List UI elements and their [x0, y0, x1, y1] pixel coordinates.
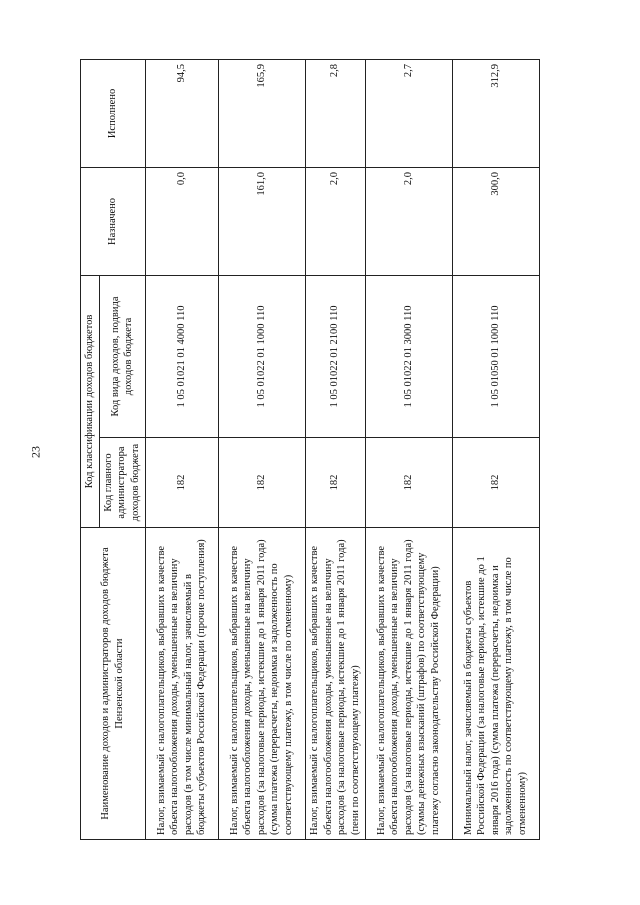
row-assigned: 161,0	[218, 167, 305, 275]
budget-income-table	[80, 59, 540, 840]
header-income-code: Код вида доходов, подвида доходов бюджета	[99, 275, 145, 437]
row-income-code: 1 05 01022 01 2100 110	[305, 275, 365, 437]
table-row	[145, 59, 218, 839]
table-row	[218, 59, 305, 839]
row-name: Минимальный налог, зачисляемый в бюджеты субъектов Российской Федерации (за налоговые периоды, истекшие до 1 января 2016 года) (сумма платежа (перерасчеты, недоимка и задолженность по соответствующему платежу, в том числе по отмененному)	[452, 528, 539, 840]
row-name: Налог, взимаемый с налогоплательщиков, выбравших в качестве объекта налогообложения доходы, уменьшенные на величину расходов (за налоговые периоды, истекшие до 1 января 2011 года) (сумма платежа (перерасчеты, недоимка и задолженность по соответствующему платежу, в том числе по отмененному)	[218, 528, 305, 840]
row-income-code: 1 05 01050 01 1000 110	[452, 275, 539, 437]
row-assigned: 300,0	[452, 167, 539, 275]
row-name: Налог, взимаемый с налогоплательщиков, выбравших в качестве объекта налогообложения доходы, уменьшенные на величину расходов (за налоговые периоды, истекшие до 1 января 2011 года) (пени по соответствующему платежу)	[305, 528, 365, 840]
row-name: Налог, взимаемый с налогоплательщиков, выбравших в качестве объекта налогообложения доходы, уменьшенные на величину расходов (в том числе минимальный налог, зачисляемый в бюджеты субъектов Российской Федерации (прочие поступления)	[145, 528, 218, 840]
page-number: 23	[28, 446, 43, 458]
row-admin-code: 182	[218, 438, 305, 528]
table-row	[365, 59, 452, 839]
row-admin-code: 182	[452, 438, 539, 528]
row-name: Налог, взимаемый с налогоплательщиков, выбравших в качестве объекта налогообложения доходы, уменьшенные на величину расходов (за налоговые периоды, истекшие до 1 января 2011 года) (суммы денежных взысканий (штрафов) по соответствующему платежу согласно законодательству Российской Федерации)	[365, 528, 452, 840]
rotated-table-container	[80, 60, 530, 840]
row-executed: 312,9	[452, 59, 539, 167]
row-income-code: 1 05 01022 01 3000 110	[365, 275, 452, 437]
row-income-code: 1 05 01022 01 1000 110	[218, 275, 305, 437]
header-executed: Исполнено	[81, 59, 146, 167]
row-income-code: 1 05 01021 01 4000 110	[145, 275, 218, 437]
table-row	[305, 59, 365, 839]
row-admin-code: 182	[145, 438, 218, 528]
row-executed: 94,5	[145, 59, 218, 167]
row-admin-code: 182	[365, 438, 452, 528]
row-assigned: 2,0	[305, 167, 365, 275]
table-row	[452, 59, 539, 839]
row-assigned: 0,0	[145, 167, 218, 275]
row-executed: 2,8	[305, 59, 365, 167]
header-assigned: Назначено	[81, 167, 146, 275]
row-assigned: 2,0	[365, 167, 452, 275]
header-name: Наименование доходов и администраторов доходов бюджета Пензенской области	[81, 528, 146, 840]
header-code-group: Код классификации доходов бюджетов	[81, 275, 100, 527]
row-executed: 2,7	[365, 59, 452, 167]
row-executed: 165,9	[218, 59, 305, 167]
row-admin-code: 182	[305, 438, 365, 528]
header-admin-code: Код главного администратора доходов бюджета	[99, 438, 145, 528]
